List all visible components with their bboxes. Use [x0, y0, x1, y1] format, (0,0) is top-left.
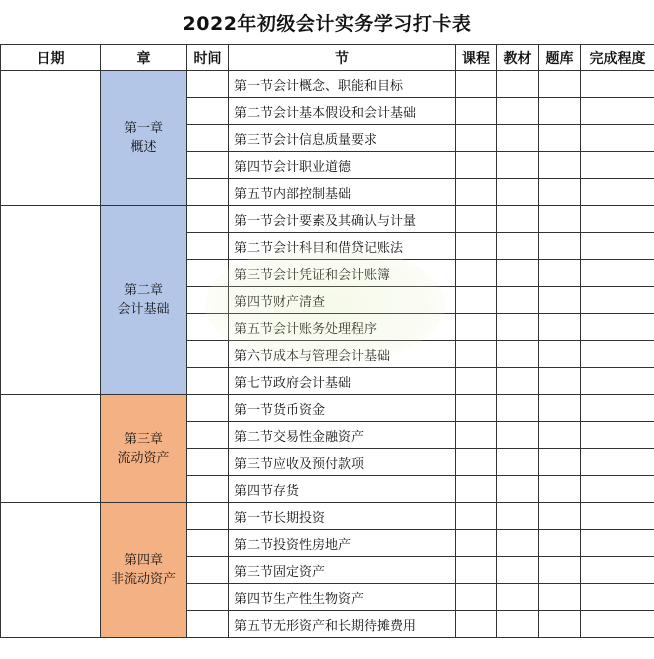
question-bank-cell[interactable]: [539, 584, 581, 611]
question-bank-cell[interactable]: [539, 611, 581, 638]
time-cell[interactable]: [187, 71, 229, 98]
completion-cell[interactable]: [581, 314, 654, 341]
course-cell[interactable]: [456, 98, 497, 125]
textbook-cell[interactable]: [497, 287, 539, 314]
question-bank-cell[interactable]: [539, 125, 581, 152]
course-cell[interactable]: [456, 368, 497, 395]
textbook-cell[interactable]: [497, 368, 539, 395]
course-cell[interactable]: [456, 152, 497, 179]
completion-cell[interactable]: [581, 98, 654, 125]
course-cell[interactable]: [456, 125, 497, 152]
time-cell[interactable]: [187, 557, 229, 584]
time-cell[interactable]: [187, 206, 229, 233]
textbook-cell[interactable]: [497, 395, 539, 422]
completion-cell[interactable]: [581, 368, 654, 395]
section-cell: 第四节存货: [229, 476, 456, 503]
chapter-cell: [101, 206, 187, 395]
header-section: 节: [229, 45, 456, 71]
question-bank-cell[interactable]: [539, 233, 581, 260]
completion-cell[interactable]: [581, 71, 654, 98]
study-checkin-table: [0, 44, 654, 638]
section-cell: 第五节无形资产和长期待摊费用: [229, 611, 456, 638]
completion-cell[interactable]: [581, 206, 654, 233]
section-cell: 第三节会计凭证和会计账簿: [229, 260, 456, 287]
course-cell[interactable]: [456, 314, 497, 341]
completion-cell[interactable]: [581, 530, 654, 557]
header-course: 课程: [456, 45, 497, 71]
chapter-name: 非流动资产: [110, 572, 176, 587]
section-cell: 第三节会计信息质量要求: [229, 125, 456, 152]
question-bank-cell[interactable]: [539, 341, 581, 368]
question-bank-cell[interactable]: [539, 152, 581, 179]
question-bank-cell[interactable]: [539, 179, 581, 206]
section-cell: 第七节政府会计基础: [229, 368, 456, 395]
section-cell: 第五节内部控制基础: [229, 179, 456, 206]
time-cell[interactable]: [187, 611, 229, 638]
header-date: 日期: [1, 45, 101, 71]
section-cell: 第四节会计职业道德: [229, 152, 456, 179]
completion-cell[interactable]: [581, 557, 654, 584]
date-cell[interactable]: [1, 206, 101, 395]
header-chapter: 章: [101, 45, 187, 71]
section-cell: 第一节会计概念、职能和目标: [229, 71, 456, 98]
textbook-cell[interactable]: [497, 611, 539, 638]
textbook-cell[interactable]: [497, 206, 539, 233]
table-row: [1, 503, 654, 530]
completion-cell[interactable]: [581, 233, 654, 260]
section-cell: 第五节会计账务处理程序: [229, 314, 456, 341]
question-bank-cell[interactable]: [539, 368, 581, 395]
time-cell[interactable]: [187, 341, 229, 368]
section-cell: 第三节固定资产: [229, 557, 456, 584]
header-time: 时间: [187, 45, 229, 71]
textbook-cell[interactable]: [497, 260, 539, 287]
course-cell[interactable]: [456, 611, 497, 638]
question-bank-cell[interactable]: [539, 530, 581, 557]
question-bank-cell[interactable]: [539, 314, 581, 341]
course-cell[interactable]: [456, 449, 497, 476]
header-completion: 完成程度: [581, 45, 654, 71]
completion-cell[interactable]: [581, 179, 654, 206]
date-cell[interactable]: [1, 503, 101, 638]
chapter-cell: [101, 395, 187, 503]
time-cell[interactable]: [187, 287, 229, 314]
time-cell[interactable]: [187, 584, 229, 611]
course-cell[interactable]: [456, 179, 497, 206]
chapter-number: 第二章: [123, 283, 163, 298]
textbook-cell[interactable]: [497, 125, 539, 152]
textbook-cell[interactable]: [497, 422, 539, 449]
time-cell[interactable]: [187, 368, 229, 395]
textbook-cell[interactable]: [497, 341, 539, 368]
question-bank-cell[interactable]: [539, 422, 581, 449]
table-row: [1, 395, 654, 422]
question-bank-cell[interactable]: [539, 503, 581, 530]
course-cell[interactable]: [456, 557, 497, 584]
question-bank-cell[interactable]: [539, 98, 581, 125]
header-row: [1, 45, 654, 71]
completion-cell[interactable]: [581, 395, 654, 422]
textbook-cell[interactable]: [497, 314, 539, 341]
course-cell[interactable]: [456, 260, 497, 287]
textbook-cell[interactable]: [497, 179, 539, 206]
textbook-cell[interactable]: [497, 71, 539, 98]
completion-cell[interactable]: [581, 584, 654, 611]
chapter-name: 流动资产: [117, 450, 170, 466]
completion-cell[interactable]: [581, 125, 654, 152]
textbook-cell[interactable]: [497, 503, 539, 530]
section-cell: 第四节生产性生物资产: [229, 584, 456, 611]
time-cell[interactable]: [187, 314, 229, 341]
section-cell: 第一节长期投资: [229, 503, 456, 530]
date-cell[interactable]: [1, 395, 101, 503]
time-cell[interactable]: [187, 530, 229, 557]
section-cell: 第二节交易性金融资产: [229, 422, 456, 449]
course-cell[interactable]: [456, 530, 497, 557]
table-body: [1, 71, 654, 638]
chapter-number: 第一章: [123, 121, 163, 136]
textbook-cell[interactable]: [497, 152, 539, 179]
course-cell[interactable]: [456, 395, 497, 422]
time-cell[interactable]: [187, 98, 229, 125]
section-cell: 第二节会计基本假设和会计基础: [229, 98, 456, 125]
section-cell: 第一节会计要素及其确认与计量: [229, 206, 456, 233]
completion-cell[interactable]: [581, 422, 654, 449]
course-cell[interactable]: [456, 503, 497, 530]
section-cell: 第三节应收及预付款项: [229, 449, 456, 476]
table-row: [1, 206, 654, 233]
course-cell[interactable]: [456, 71, 497, 98]
question-bank-cell[interactable]: [539, 476, 581, 503]
time-cell[interactable]: [187, 449, 229, 476]
time-cell[interactable]: [187, 152, 229, 179]
question-bank-cell[interactable]: [539, 287, 581, 314]
chapter-name: 会计基础: [117, 302, 170, 317]
completion-cell[interactable]: [581, 503, 654, 530]
question-bank-cell[interactable]: [539, 71, 581, 98]
chapter-cell: [101, 503, 187, 638]
course-cell[interactable]: [456, 206, 497, 233]
chapter-cell: [101, 71, 187, 206]
chapter-number: 第四章: [123, 553, 163, 568]
table-row: [1, 71, 654, 98]
time-cell[interactable]: [187, 179, 229, 206]
completion-cell[interactable]: [581, 476, 654, 503]
course-cell[interactable]: [456, 287, 497, 314]
section-cell: 第四节财产清查: [229, 287, 456, 314]
chapter-number: 第三章: [123, 431, 163, 447]
completion-cell[interactable]: [581, 611, 654, 638]
completion-cell[interactable]: [581, 341, 654, 368]
course-cell[interactable]: [456, 341, 497, 368]
completion-cell[interactable]: [581, 287, 654, 314]
time-cell[interactable]: [187, 476, 229, 503]
textbook-cell[interactable]: [497, 584, 539, 611]
textbook-cell[interactable]: [497, 98, 539, 125]
time-cell[interactable]: [187, 260, 229, 287]
header-textbook: 教材: [497, 45, 539, 71]
textbook-cell[interactable]: [497, 449, 539, 476]
chapter-name: 概述: [130, 140, 157, 155]
time-cell[interactable]: [187, 395, 229, 422]
textbook-cell[interactable]: [497, 233, 539, 260]
question-bank-cell[interactable]: [539, 449, 581, 476]
header-question-bank: 题库: [539, 45, 581, 71]
textbook-cell[interactable]: [497, 476, 539, 503]
course-cell[interactable]: [456, 584, 497, 611]
question-bank-cell[interactable]: [539, 557, 581, 584]
question-bank-cell[interactable]: [539, 260, 581, 287]
course-cell[interactable]: [456, 476, 497, 503]
question-bank-cell[interactable]: [539, 395, 581, 422]
time-cell[interactable]: [187, 503, 229, 530]
time-cell[interactable]: [187, 233, 229, 260]
section-cell: 第二节会计科目和借贷记账法: [229, 233, 456, 260]
course-cell[interactable]: [456, 422, 497, 449]
completion-cell[interactable]: [581, 152, 654, 179]
completion-cell[interactable]: [581, 449, 654, 476]
textbook-cell[interactable]: [497, 530, 539, 557]
section-cell: 第六节成本与管理会计基础: [229, 341, 456, 368]
question-bank-cell[interactable]: [539, 206, 581, 233]
completion-cell[interactable]: [581, 260, 654, 287]
date-cell[interactable]: [1, 71, 101, 206]
page-title: 2022年初级会计实务学习打卡表: [182, 12, 472, 35]
time-cell[interactable]: [187, 422, 229, 449]
textbook-cell[interactable]: [497, 557, 539, 584]
course-cell[interactable]: [456, 233, 497, 260]
section-cell: 第一节货币资金: [229, 395, 456, 422]
time-cell[interactable]: [187, 125, 229, 152]
section-cell: 第二节投资性房地产: [229, 530, 456, 557]
